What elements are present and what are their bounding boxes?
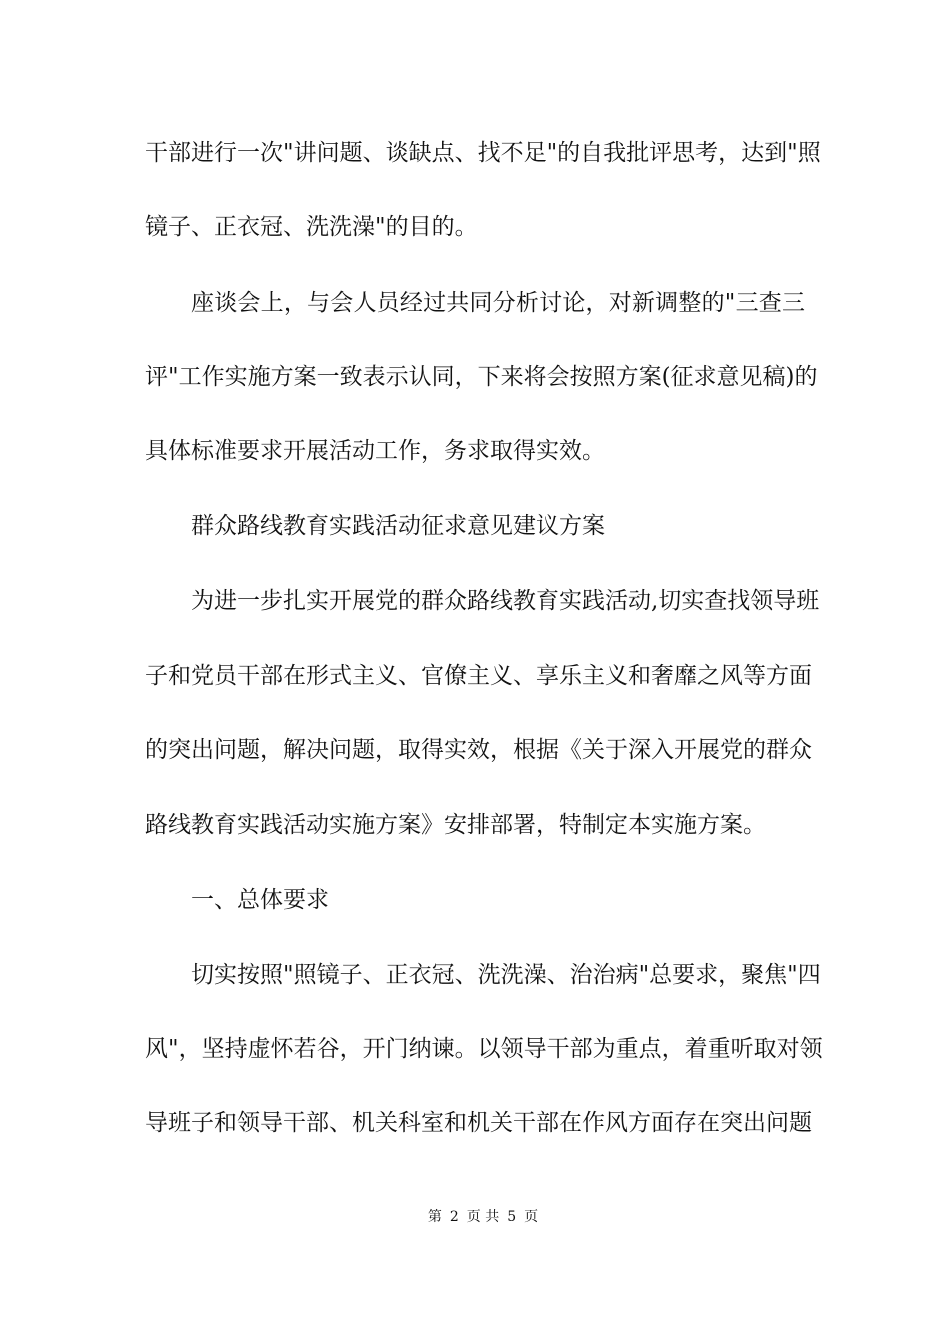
body-line-12: 切实按照"照镜子、正衣冠、洗洗澡、治治病"总要求，聚焦"四 (191, 962, 821, 988)
body-line-4: 评"工作实施方案一致表示认同，下来将会按照方案(征求意见稿)的 (145, 364, 818, 390)
body-line-10: 路线教育实践活动实施方案》安排部署，特制定本实施方案。 (145, 812, 766, 838)
body-line-9: 的突出问题，解决问题，取得实效，根据《关于深入开展党的群众 (145, 737, 812, 763)
footer-prefix: 第 (427, 1209, 442, 1225)
body-line-13: 风"，坚持虚怀若谷，开门纳谏。以领导干部为重点，着重听取对领 (145, 1036, 823, 1062)
footer-suffix: 页 (524, 1209, 539, 1225)
footer-total-pages: 5 (507, 1209, 517, 1225)
page-footer (0, 1207, 950, 1227)
body-line-2: 镜子、正衣冠、洗洗澡"的目的。 (145, 214, 478, 240)
body-line-8: 子和党员干部在形式主义、官僚主义、享乐主义和奢靡之风等方面 (145, 663, 812, 689)
body-line-3: 座谈会上，与会人员经过共同分析讨论，对新调整的"三查三 (191, 290, 805, 316)
body-line-1: 干部进行一次"讲问题、谈缺点、找不足"的自我批评思考，达到"照 (145, 140, 821, 166)
body-line-14: 导班子和领导干部、机关科室和机关干部在作风方面存在突出问题 (145, 1110, 812, 1136)
footer-current-page: 2 (449, 1209, 459, 1225)
section-title: 群众路线教育实践活动征求意见建议方案 (191, 513, 605, 539)
footer-middle: 页 共 (466, 1209, 500, 1225)
body-line-5: 具体标准要求开展活动工作，务求取得实效。 (145, 438, 605, 464)
body-line-7: 为进一步扎实开展党的群众路线教育实践活动,切实查找领导班 (191, 588, 820, 614)
section-heading-1: 一、总体要求 (191, 887, 329, 913)
